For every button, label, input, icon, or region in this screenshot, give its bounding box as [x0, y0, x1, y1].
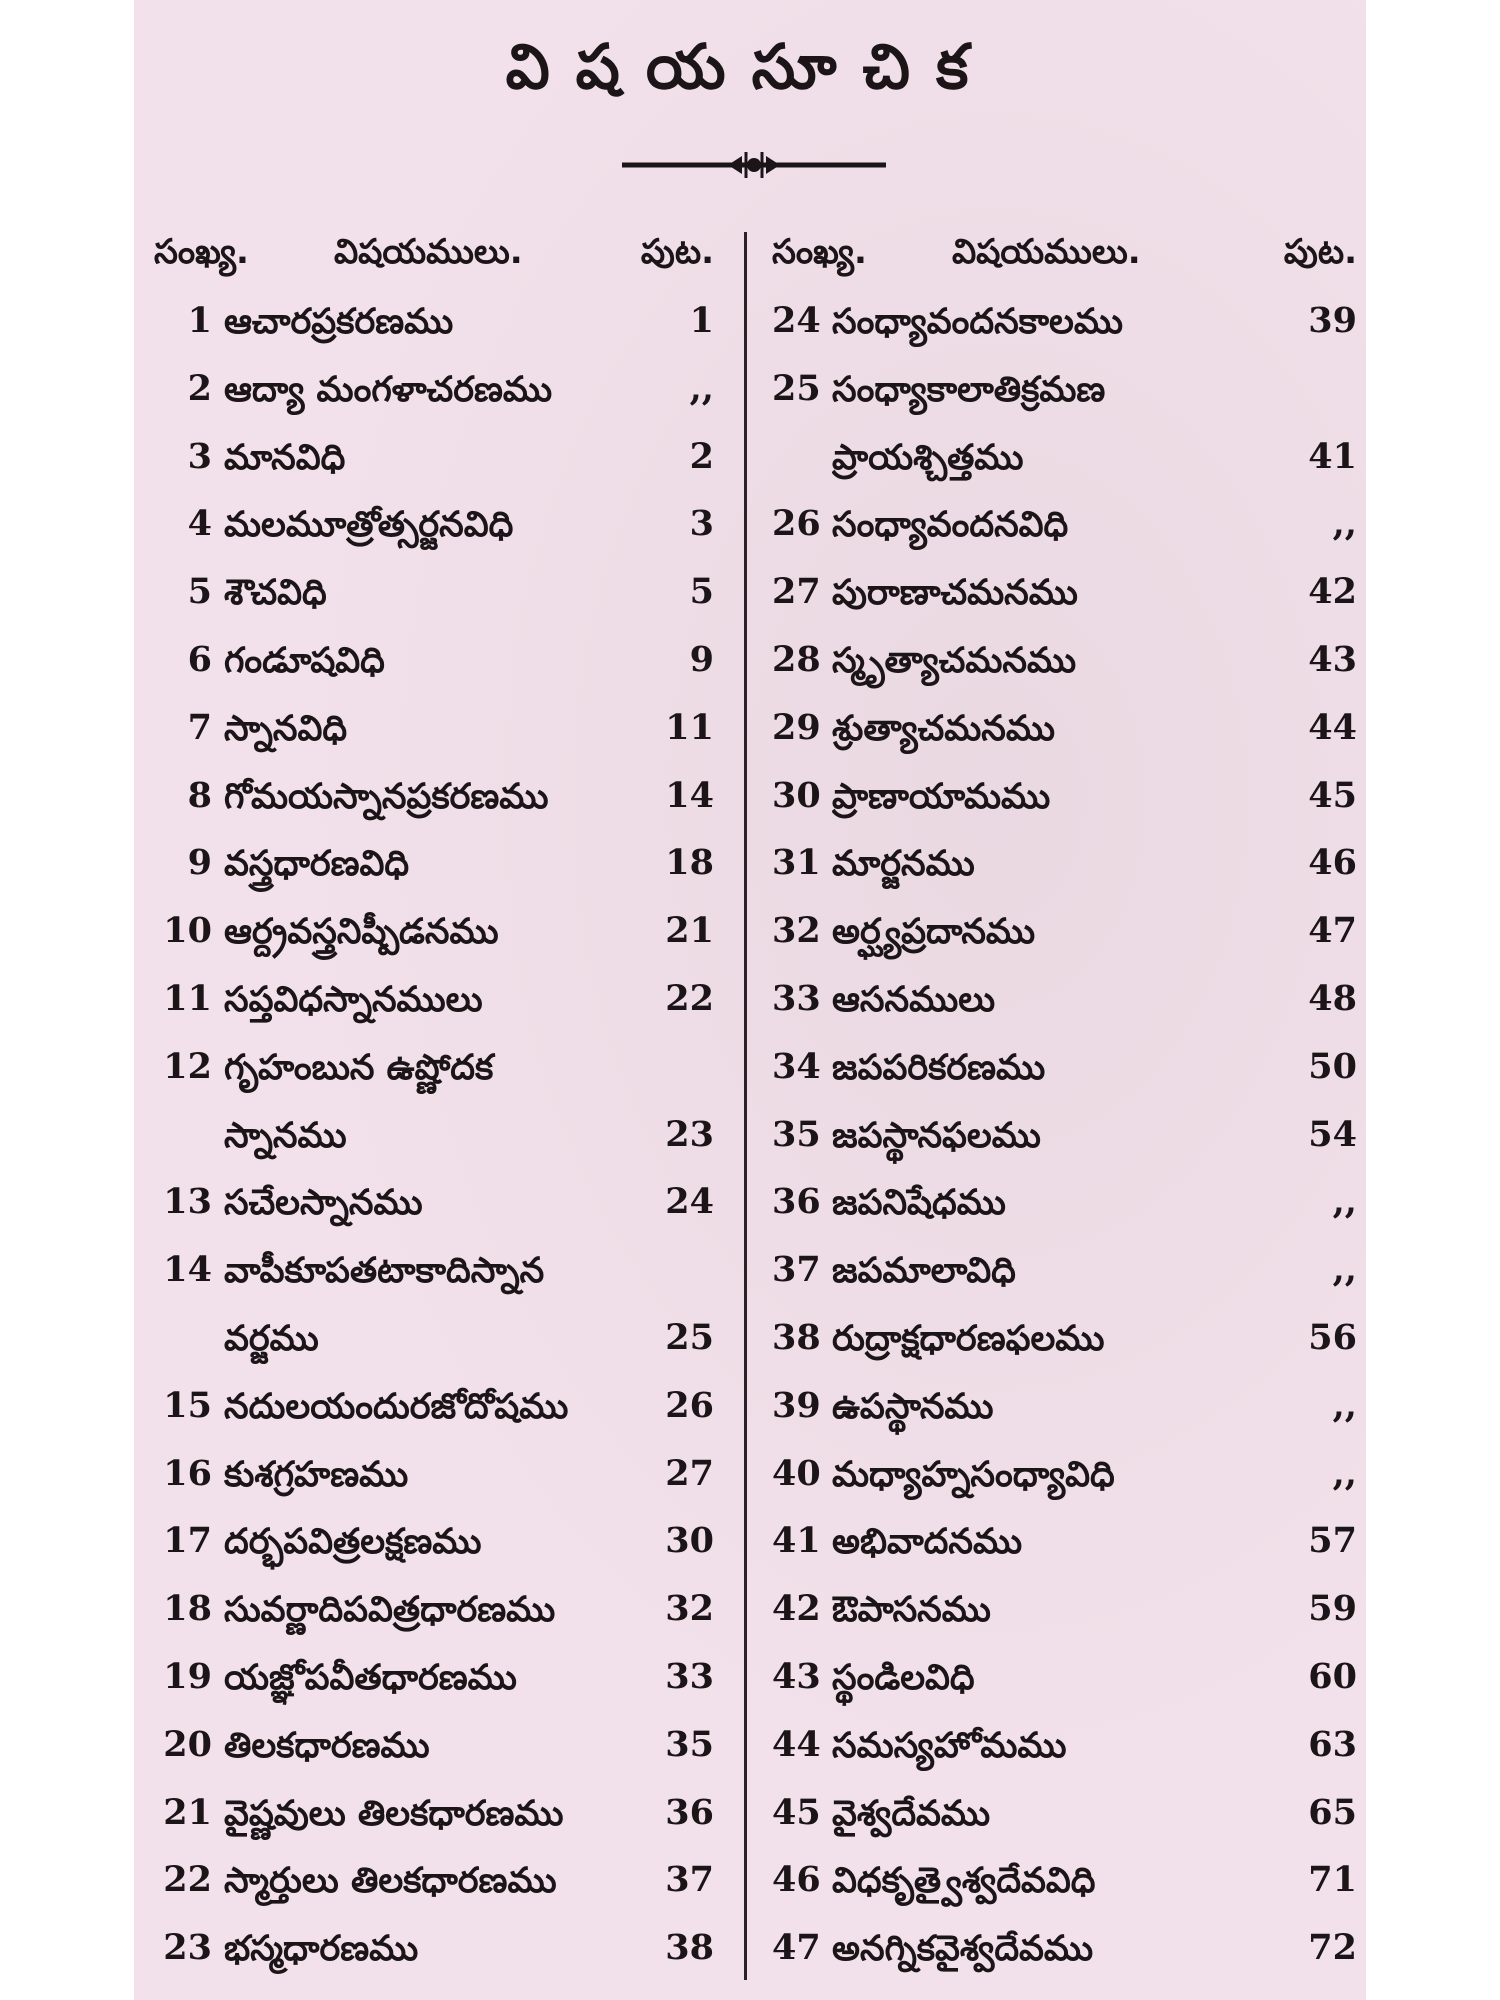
header-left [154, 232, 714, 288]
entry-page-number: 24 [665, 1181, 714, 1223]
ornament-divider-icon [620, 148, 888, 182]
toc-entry [154, 1241, 714, 1309]
entry-number: 8 [187, 774, 212, 816]
right-margin [1366, 0, 1500, 2000]
entry-page-number: 32 [665, 1588, 714, 1630]
entry-number: 18 [163, 1588, 212, 1630]
entry-topic: ఆసనములు [832, 979, 996, 1020]
entry-page-number: ,, [1332, 503, 1357, 545]
toc-entry [772, 1445, 1357, 1513]
entry-page-number: 3 [689, 503, 714, 545]
entry-number: 9 [187, 842, 212, 884]
entry-number: 35 [772, 1113, 821, 1155]
page-title: విషయసూచిక [505, 30, 995, 103]
entry-page-number: 11 [665, 706, 714, 748]
entry-page-number: 2 [689, 435, 714, 477]
toc-entry [154, 1038, 714, 1106]
entry-topic: జపపరికరణము [832, 1047, 1046, 1088]
entry-number: 4 [187, 503, 212, 545]
entry-page-number: 65 [1308, 1791, 1357, 1833]
entry-number: 17 [163, 1520, 212, 1562]
entry-number: 7 [187, 706, 212, 748]
entry-number: 38 [772, 1316, 821, 1358]
toc-entry [772, 1512, 1357, 1580]
header-number-label: సంఖ్య. [772, 232, 867, 272]
entry-page-number: 14 [665, 774, 714, 816]
entry-topic: సప్తవిధస్నానములు [224, 979, 483, 1020]
entry-number: 27 [772, 571, 821, 613]
entry-page-number: 33 [665, 1655, 714, 1697]
entry-number: 24 [772, 300, 821, 341]
entry-topic: శౌచవిధి [224, 573, 327, 614]
entry-page-number: 38 [665, 1927, 714, 1969]
toc-entry [772, 631, 1357, 699]
entry-page-number: 72 [1308, 1927, 1357, 1969]
toc-entry [772, 1580, 1357, 1648]
entry-number: 30 [772, 774, 821, 816]
header-number-label: సంఖ్య. [154, 232, 249, 272]
entry-number: 32 [772, 910, 821, 952]
entry-topic: స్నానము [224, 1115, 347, 1156]
entry-page-number: 22 [665, 977, 714, 1019]
entry-number: 5 [187, 571, 212, 613]
entry-number: 10 [163, 910, 212, 952]
toc-entry [772, 1377, 1357, 1445]
column-divider [744, 232, 747, 1980]
entry-topic: జపనిషేధము [832, 1183, 1006, 1224]
toc-entry [772, 1309, 1357, 1377]
entry-page-number: 18 [665, 842, 714, 884]
entry-topic: ఔపాసనము [832, 1590, 991, 1631]
toc-entry [772, 1919, 1357, 1987]
toc-entry [772, 292, 1357, 360]
entry-page-number: ,, [1332, 1384, 1357, 1426]
entry-topic: నదులయందురజోదోషము [224, 1386, 569, 1427]
toc-entry [154, 360, 714, 428]
entry-page-number: 45 [1308, 774, 1357, 816]
toc-entry [772, 1173, 1357, 1241]
toc-entry [154, 902, 714, 970]
toc-entry [772, 699, 1357, 767]
toc-entry [154, 1784, 714, 1852]
toc-entry [154, 292, 714, 360]
entry-topic: భస్మధారణము [224, 1929, 419, 1970]
toc-entry [772, 1784, 1357, 1852]
entry-number: 31 [772, 842, 821, 884]
toc-entry [154, 1309, 714, 1377]
entry-page-number: 37 [665, 1859, 714, 1901]
entry-topic: అర్ఘ్యప్రదానము [832, 912, 1036, 953]
toc-entry [772, 970, 1357, 1038]
entry-page-number: 44 [1308, 706, 1357, 748]
entry-topic: యజ్ఞోపవీతధారణము [224, 1657, 517, 1698]
entry-topic: ఆచారప్రకరణము [224, 302, 454, 342]
entry-page-number: 25 [665, 1316, 714, 1358]
entry-page-number: 56 [1308, 1316, 1357, 1358]
entry-page-number: ,, [1332, 1452, 1357, 1494]
entry-number: 44 [772, 1723, 821, 1765]
toc-entry [772, 1716, 1357, 1784]
entry-number: 25 [772, 367, 821, 409]
toc-entry [772, 1648, 1357, 1716]
toc-entry [154, 834, 714, 902]
entry-topic: అనగ్నికవైశ్వదేవము [832, 1929, 1094, 1970]
header-page-label: పుట. [640, 232, 714, 272]
entry-topic: పురాణాచమనము [832, 573, 1078, 614]
entry-page-number: 57 [1308, 1520, 1357, 1562]
toc-entry [154, 631, 714, 699]
toc-entry [154, 1580, 714, 1648]
entry-topic: ప్రాణాయామము [832, 776, 1051, 817]
entry-page-number: 60 [1308, 1655, 1357, 1697]
toc-entry [772, 767, 1357, 835]
entry-page-number: 54 [1308, 1113, 1357, 1155]
entry-number: 13 [163, 1181, 212, 1223]
entry-number: 11 [163, 977, 212, 1019]
entry-page-number: 63 [1308, 1723, 1357, 1765]
entry-number: 43 [772, 1655, 821, 1697]
entry-topic: సంధ్యావందనవిధి [832, 505, 1069, 546]
entry-number: 36 [772, 1181, 821, 1223]
entry-page-number: ,, [1332, 1181, 1357, 1223]
toc-entry [772, 902, 1357, 970]
entry-number: 15 [163, 1384, 212, 1426]
entry-topic: అభివాదనము [832, 1522, 1023, 1563]
entry-number: 16 [163, 1452, 212, 1494]
toc-entry [154, 1106, 714, 1174]
entry-topic: స్థండిలవిధి [832, 1657, 975, 1698]
entry-topic: ఆద్యా మంగళాచరణము [224, 369, 553, 410]
contents-column-left [154, 292, 714, 1987]
entry-page-number: 35 [665, 1723, 714, 1765]
entry-number: 20 [163, 1723, 212, 1765]
toc-entry [772, 1106, 1357, 1174]
entry-page-number: 39 [1308, 300, 1357, 341]
entry-topic: విధకృత్వైశ్వదేవవిధి [832, 1861, 1096, 1902]
entry-number: 21 [163, 1791, 212, 1833]
header-topic-label: విషయములు. [952, 232, 1141, 272]
entry-number: 28 [772, 638, 821, 680]
toc-entry [154, 563, 714, 631]
entry-number: 6 [187, 638, 212, 680]
entry-number: 22 [163, 1859, 212, 1901]
entry-page-number: 71 [1308, 1859, 1357, 1901]
entry-topic: రుద్రాక్షధారణఫలము [832, 1318, 1105, 1359]
toc-entry [154, 1851, 714, 1919]
entry-topic: తిలకధారణము [224, 1725, 430, 1766]
entry-page-number: ,, [1332, 1249, 1357, 1291]
entry-page-number: 26 [665, 1384, 714, 1426]
entry-page-number: 23 [665, 1113, 714, 1155]
book-page [134, 0, 1366, 2000]
header-topic-label: విషయములు. [334, 232, 523, 272]
entry-page-number: 9 [689, 638, 714, 680]
entry-page-number: 42 [1308, 571, 1357, 613]
entry-topic: మార్జనము [832, 844, 975, 885]
entry-number: 33 [772, 977, 821, 1019]
entry-topic: కుశగ్రహణము [224, 1454, 409, 1495]
toc-entry [154, 970, 714, 1038]
entry-topic: సంధ్యాకాలాతిక్రమణ [832, 369, 1106, 410]
entry-number: 34 [772, 1045, 821, 1087]
entry-topic: వైశ్వదేవము [832, 1793, 991, 1834]
entry-number: 29 [772, 706, 821, 748]
toc-entry [154, 767, 714, 835]
toc-entry [154, 428, 714, 496]
toc-entry [154, 1445, 714, 1513]
toc-entry [154, 1648, 714, 1716]
entry-page-number: 30 [665, 1520, 714, 1562]
toc-entry [772, 834, 1357, 902]
entry-page-number: ,, [689, 367, 714, 409]
entry-page-number: 27 [665, 1452, 714, 1494]
toc-entry [772, 1241, 1357, 1309]
entry-topic: స్మార్తులు తిలకధారణము [224, 1861, 557, 1902]
entry-number: 3 [187, 435, 212, 477]
toc-entry [772, 428, 1357, 496]
entry-page-number: 21 [665, 910, 714, 952]
left-margin [0, 0, 134, 2000]
entry-page-number: 59 [1308, 1588, 1357, 1630]
entry-topic: మానవిధి [224, 437, 346, 478]
toc-entry [154, 1512, 714, 1580]
toc-entry [154, 1716, 714, 1784]
entry-number: 39 [772, 1384, 821, 1426]
entry-number: 40 [772, 1452, 821, 1494]
toc-entry [772, 1851, 1357, 1919]
entry-topic: ప్రాయశ్చిత్తము [832, 437, 1024, 478]
entry-topic: జపమాలావిధి [832, 1251, 1016, 1292]
entry-number: 42 [772, 1588, 821, 1630]
entry-topic: శ్రుత్యాచమనము [832, 708, 1055, 749]
contents-column-right [772, 292, 1357, 1987]
entry-number: 46 [772, 1859, 821, 1901]
entry-number: 1 [187, 300, 212, 341]
entry-page-number: 47 [1308, 910, 1357, 952]
entry-page-number: 43 [1308, 638, 1357, 680]
entry-page-number: 41 [1308, 435, 1357, 477]
entry-topic: స్మృత్యాచమనము [832, 640, 1077, 681]
entry-topic: ఆర్ద్రవస్త్రనిష్పీడనము [224, 912, 499, 953]
toc-entry [772, 563, 1357, 631]
entry-topic: వర్జము [224, 1318, 319, 1359]
entry-number: 45 [772, 1791, 821, 1833]
entry-page-number: 5 [689, 571, 714, 613]
entry-topic: దర్భపవిత్రలక్షణము [224, 1522, 482, 1563]
entry-number: 23 [163, 1927, 212, 1969]
entry-topic: ఉపస్థానము [832, 1386, 994, 1427]
toc-entry [772, 360, 1357, 428]
entry-number: 41 [772, 1520, 821, 1562]
entry-number: 14 [163, 1249, 212, 1291]
entry-topic: వస్త్రధారణవిధి [224, 844, 410, 885]
header-right [772, 232, 1357, 288]
entry-topic: మలమూత్రోత్సర్జనవిధి [224, 505, 514, 546]
entry-number: 37 [772, 1249, 821, 1291]
entry-topic: జపస్థానఫలము [832, 1115, 1041, 1156]
entry-topic: సచేలస్నానము [224, 1183, 423, 1224]
toc-entry [154, 1173, 714, 1241]
entry-topic: వాపీకూపతటాకాదిస్నాన [224, 1251, 545, 1292]
entry-topic: గోమయస్నానప్రకరణము [224, 776, 549, 817]
toc-entry [772, 495, 1357, 563]
toc-entry [154, 1919, 714, 1987]
entry-topic: గృహంబున ఉష్ణోదక [224, 1047, 494, 1088]
entry-page-number: 50 [1308, 1045, 1357, 1087]
header-page-label: పుట. [1283, 232, 1357, 272]
entry-topic: సంధ్యావందనకాలము [832, 302, 1123, 342]
entry-topic: సువర్ణాదిపవిత్రధారణము [224, 1590, 556, 1631]
entry-page-number: 1 [689, 300, 714, 341]
entry-page-number: 36 [665, 1791, 714, 1833]
toc-entry [772, 1038, 1357, 1106]
entry-topic: వైష్ణవులు తిలకధారణము [224, 1793, 564, 1834]
entry-number: 2 [187, 367, 212, 409]
entry-number: 19 [163, 1655, 212, 1697]
entry-topic: గండూషవిధి [224, 640, 385, 681]
toc-entry [154, 1377, 714, 1445]
entry-number: 47 [772, 1927, 821, 1969]
entry-topic: మధ్యాహ్నసంధ్యావిధి [832, 1454, 1115, 1495]
entry-page-number: 48 [1308, 977, 1357, 1019]
toc-entry [154, 495, 714, 563]
entry-topic: సమస్యహోమము [832, 1725, 1067, 1766]
toc-entry [154, 699, 714, 767]
entry-number: 26 [772, 503, 821, 545]
entry-number: 12 [163, 1045, 212, 1087]
entry-topic: స్నానవిధి [224, 708, 348, 749]
entry-page-number: 46 [1308, 842, 1357, 884]
